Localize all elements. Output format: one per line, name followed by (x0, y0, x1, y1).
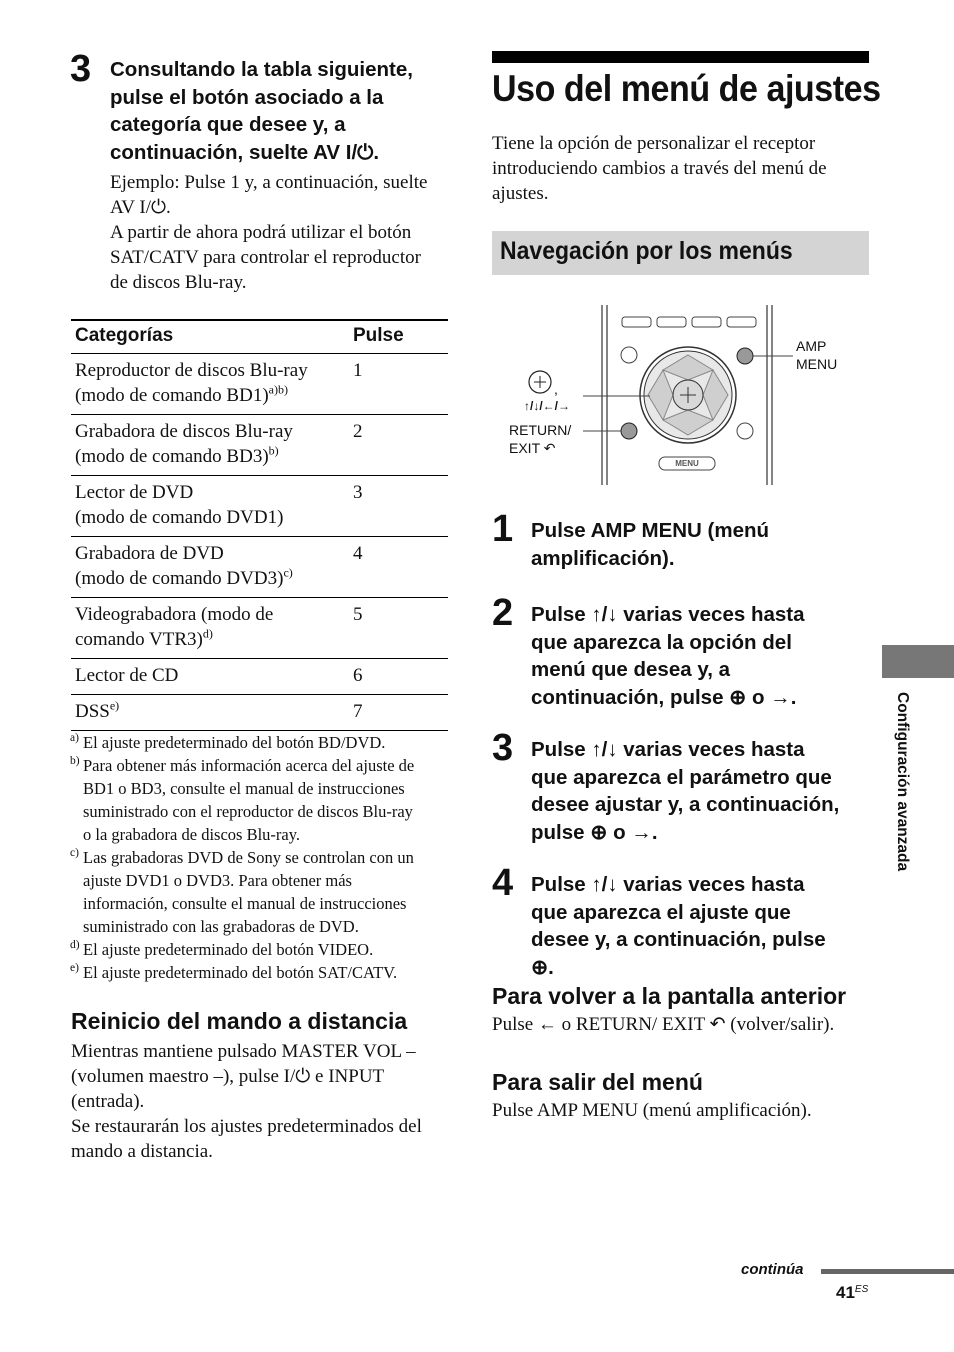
menu-step (492, 510, 872, 572)
arrows-label: ↑/↓/←/→ (524, 399, 571, 413)
amp-label-line: MENU (796, 356, 838, 372)
category-cell (71, 537, 349, 598)
back-heading: Para volver a la pantalla anterior (492, 983, 847, 1009)
category-line: Grabadora de discos Blu-ray (75, 421, 293, 442)
menu-step-line: Pulse ↑/↓ varias veces hasta (531, 738, 805, 761)
footnote-ref: b) (268, 443, 279, 458)
category-cell (71, 659, 349, 695)
menu-step-text (531, 510, 872, 572)
footnote (70, 961, 450, 984)
menu-step-line: continuación, pulse ⊕ o →. (531, 685, 797, 709)
category-line: comando VTR3) (75, 629, 203, 650)
reset-line: (entrada). (71, 1091, 145, 1112)
menu-step-line: menú que desea y, a (531, 658, 731, 681)
table-row (71, 415, 448, 476)
page-lang: ES (854, 1284, 869, 1295)
menu-step-line: ⊕. (531, 955, 554, 979)
category-cell (71, 598, 349, 659)
menu-step-number: 1 (492, 508, 514, 550)
note-line: de discos Blu-ray. (110, 272, 247, 293)
exit-text: Pulse AMP MENU (menú amplificación). (492, 1100, 812, 1121)
footnote (70, 754, 450, 846)
menu-step-text (531, 729, 872, 846)
menu-step-line: desee y, a continuación, pulse (531, 928, 826, 951)
back-text: Pulse ← o RETURN/ EXIT ↶ (volver/salir). (492, 1014, 835, 1035)
category-table-wrap (71, 319, 448, 731)
step-3-heading-line: continuación, suelte AV I/⏻. (110, 140, 380, 164)
pulse-cell: 6 (349, 659, 448, 695)
menu-step-number: 3 (492, 727, 514, 769)
table-row (71, 695, 448, 731)
step-3-heading-line: categoría que desee y, a (110, 113, 346, 136)
side-tab-marker (882, 645, 954, 678)
menu-step-text (531, 594, 872, 711)
footnote (70, 731, 450, 754)
step-3-heading (110, 56, 470, 166)
exit-heading: Para salir del menú (492, 1069, 703, 1095)
category-line: Lector de CD (75, 665, 179, 686)
category-line: Reproductor de discos Blu-ray (75, 360, 308, 381)
menu-step (492, 594, 872, 711)
pulse-cell: 4 (349, 537, 448, 598)
footnote-line: información, consulte el manual de instrucciones (83, 894, 407, 913)
category-line: (modo de comando BD3) (75, 446, 269, 467)
return-label-line: RETURN/ (509, 422, 572, 438)
table-row (71, 476, 448, 537)
reset-line: (volumen maestro –), pulse I/⏻ e INPUT (71, 1066, 385, 1087)
pulse-cell: 3 (349, 476, 448, 537)
category-line: (modo de comando DVD3) (75, 568, 284, 589)
footnote-line: ajuste DVD1 o DVD3. Para obtener más (83, 871, 352, 890)
reset-line: Se restaurarán los ajustes predeterminados del (71, 1116, 422, 1137)
footnote-line: o la grabadora de discos Blu-ray. (83, 825, 301, 844)
reset-heading: Reinicio del mando a distancia (71, 1008, 408, 1034)
reset-body (71, 1039, 451, 1164)
footnote-line: BD1 o BD3, consulte el manual de instrucciones (83, 779, 405, 798)
category-line: Grabadora de DVD (75, 543, 224, 564)
remote-illustration (505, 300, 865, 490)
category-line: Lector de DVD (75, 482, 194, 503)
table-row (71, 354, 448, 415)
example-line: Ejemplo: Pulse 1 y, a continuación, suelte (110, 172, 428, 193)
note-line: A partir de ahora podrá utilizar el botón (110, 222, 412, 243)
intro-text (492, 131, 872, 206)
footnote (70, 938, 450, 961)
return-label-line: EXIT ↶ (509, 440, 556, 456)
step-3-heading-line: Consultando la tabla siguiente, (110, 58, 413, 81)
nav-heading-box (492, 231, 869, 275)
pulse-cell: 7 (349, 695, 448, 731)
return-exit-label (509, 421, 571, 457)
continues-bar (821, 1269, 954, 1274)
menu-step-line: que aparezca el ajuste que (531, 900, 791, 924)
footnote-ref: e) (109, 698, 120, 713)
menu-step (492, 864, 872, 981)
intro-line: Tiene la opción de personalizar el receptor (492, 133, 816, 154)
note-line: SAT/CATV para controlar el reproductor (110, 247, 421, 268)
footnote-mark: e) (70, 962, 79, 974)
footnote-line: suministrado con las grabadoras de DVD. (83, 917, 359, 936)
table-row (71, 598, 448, 659)
footnote-mark: a) (70, 732, 79, 744)
menu-step-line: Pulse ↑/↓ varias veces hasta (531, 603, 805, 626)
menu-step-line: Pulse ↑/↓ varias veces hasta (531, 873, 805, 896)
footnote-mark: c) (70, 847, 79, 859)
table-row (71, 537, 448, 598)
table-row (71, 659, 448, 695)
menu-step-line: que aparezca la opción del (531, 630, 792, 654)
menu-step-line: que aparezca el parámetro que (531, 765, 832, 789)
pulse-cell: 1 (349, 354, 448, 415)
category-table (71, 319, 448, 731)
category-line: DSS (75, 701, 110, 722)
step-3-body (110, 170, 470, 295)
reset-line: mando a distancia. (71, 1141, 213, 1162)
enter-comma: , (554, 381, 558, 397)
col-header-categories: Categorías (71, 320, 349, 354)
menu-step-line: desee ajustar y, a continuación, (531, 793, 840, 816)
menu-step-line: amplificación). (531, 546, 675, 570)
category-line: (modo de comando BD1) (75, 385, 269, 406)
menu-steps (492, 510, 872, 981)
footnote-line: El ajuste predeterminado del botón SAT/CATV. (83, 963, 398, 982)
menu-step (492, 729, 872, 846)
category-cell (71, 695, 349, 731)
pulse-cell: 5 (349, 598, 448, 659)
step-3-number: 3 (70, 48, 92, 90)
footnote-line: Las grabadoras DVD de Sony se controlan con un (83, 848, 414, 867)
footnote-line: Para obtener más información acerca del ajuste de (83, 756, 415, 775)
col-header-pulse: Pulse (349, 320, 448, 354)
side-tab-label: Configuración avanzada (894, 692, 911, 872)
footnote-ref: d) (202, 626, 213, 641)
footnote-line: El ajuste predeterminado del botón VIDEO. (83, 940, 374, 959)
page-number (836, 1283, 868, 1303)
page-number-value: 41 (836, 1283, 855, 1302)
category-cell (71, 415, 349, 476)
category-line: Videograbadora (modo de (75, 604, 274, 625)
category-cell (71, 354, 349, 415)
page-title: Uso del menú de ajustes (492, 68, 881, 109)
amp-menu-label (796, 337, 837, 373)
menu-step-line: Pulse AMP MENU (menú (531, 519, 770, 542)
menu-step-text (531, 864, 872, 981)
step-3-heading-line: pulse el botón asociado a la (110, 85, 384, 109)
title-rule (492, 51, 869, 63)
footnote-mark: b) (70, 755, 80, 767)
pulse-cell: 2 (349, 415, 448, 476)
category-line: (modo de comando DVD1) (75, 507, 284, 528)
nav-heading: Navegación por los menús (500, 237, 793, 265)
intro-line: ajustes. (492, 183, 549, 204)
reset-line: Mientras mantiene pulsado MASTER VOL – (71, 1041, 416, 1062)
footnote-line: El ajuste predeterminado del botón BD/DVD. (83, 733, 386, 752)
footnote-ref: a)b) (268, 382, 288, 397)
footnote (70, 846, 450, 938)
menu-step-number: 4 (492, 862, 514, 904)
footnotes (70, 731, 450, 984)
example-line: AV I/⏻. (110, 197, 171, 218)
intro-line: introduciendo cambios a través del menú de (492, 158, 827, 179)
footnote-ref: c) (283, 565, 293, 580)
footnote-mark: d) (70, 939, 80, 951)
menu-step-line: pulse ⊕ o →. (531, 820, 658, 844)
amp-label-line: AMP (796, 338, 827, 354)
continues-label: continúa (741, 1261, 804, 1278)
menu-step-number: 2 (492, 592, 514, 634)
category-cell (71, 476, 349, 537)
menu-button-label: MENU (675, 459, 699, 468)
footnote-line: suministrado con el reproductor de discos Blu-ray (83, 802, 413, 821)
